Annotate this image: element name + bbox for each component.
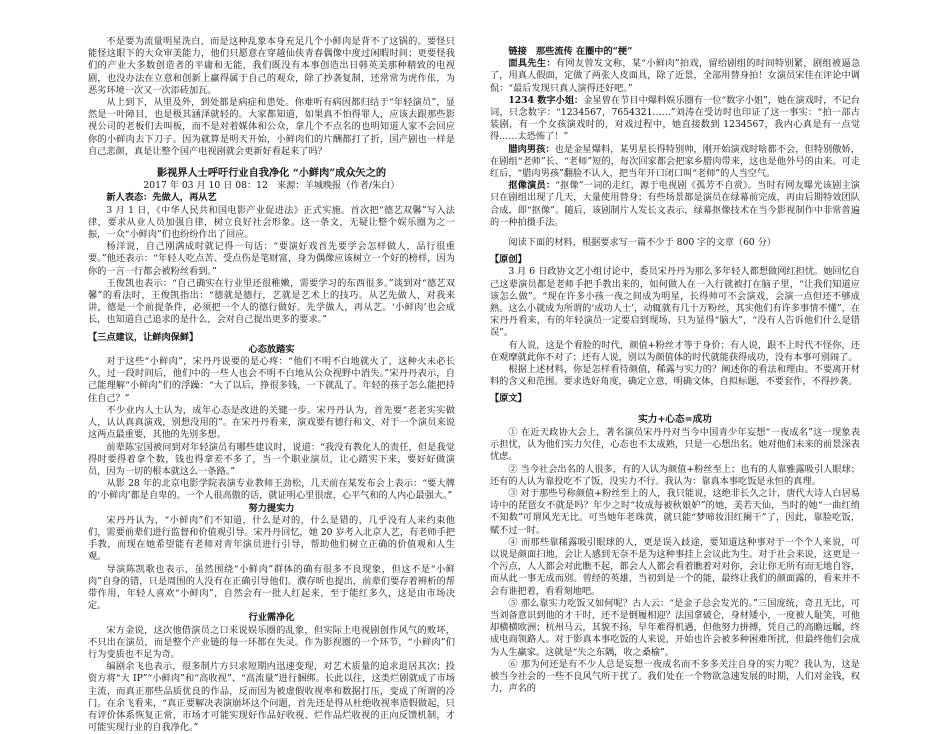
article-meta: 2017 年 03 月 10 日 08：12 来源：羊城晚报（作者/朱白） xyxy=(143,180,400,192)
essay-paragraph: ① 在近天政协大会上，著名演员宋丹丹对当今中国青少年妄想“一夜成名”这一现象表示担忧，认为他们实力欠佳，心态也不太成熟，只是一心想出名。她对他们未来的前景深表忧虑。 xyxy=(490,426,860,463)
body-paragraph: 从影 28 年的北京电影学院表演专业教师王劲松，几天前在某发布会上表示：“要大牌的‘小鲜肉’都是自卑的。一个人很高傲的话，就证明心里很虚，心平气和的人内心最强大。” xyxy=(88,478,455,502)
essay-paragraph: ⑥ 那为何还是有不少人总是妄想一夜成名而不多多关注自身的实力呢？我认为，这是被当今社会的一些不良风气所干扰了。我们处在一个物欲急速发展的时期，人们对金钱，权力，声名的 xyxy=(490,658,860,695)
essay-paragraph: ③ 对于那些号称颜值+粉丝至上的人，我只能说，这绝非长久之计，唐代大诗人白居易诗中的琵琶女不就是吗？年少之时“妆成每被秋娘妒”的她，美若天仙，当时的她“一曲红绡不知数”可谓风光无比。可当她年老珠黄，就只能“梦啼妆泪红阑干”了，因此，靠脸吃饭，赋不过一时。 xyxy=(490,487,860,536)
section-subheading: 新人表态：先做人，再从艺 xyxy=(106,192,217,204)
link-text: 金星曾在节目中爆料娱乐圈有一位“数字小姐”，她在演戏时，不记台词，只念数字：“1234567，7654321……”刘涛在受访时也印证了这一事实：“拍一部古装剧，有一个女孩演戏时的，对戏过程中，她直接数到 1234567，我内心真是有一点觉得……太恐怖了！” xyxy=(490,94,860,143)
body-paragraph: 导演陈凯歌也表示，虽然围绕“小鲜肉”群体的确有很多不良现象，但这不是“小鲜肉”自身的错，只是周围的人没有在正确引导他们。濮存昕也提出，前辈们要存着辨析的帮带作用，年轻人喜欢“小鲜肉”，自然会有一批人红起来，至于能红多久，这是由市场决定。 xyxy=(88,563,455,612)
intro-paragraph: 不是要为流量明星洗白，而是这种乱象本身充足几个小鲜肉是背不了这锅的。要怪只能怪这眼下的大众审美能力，他们只愿意在穿越仙侠青春偶像中度过闲暇时间；更要怪我们的产业大多数创造者的平庸和无能，我们既没有本事创造出日韩英美那种精致的电视剧，也没办法在立意和创新上赢得属于自己的观众，除了抄袭复制，还常常为虎作伥，为恶劣环境一次又一次添砖加瓦。 xyxy=(88,36,455,96)
intro-paragraph: 从上到下，从里及外，到处都是病症和患处。你难听有病因都归结于“年轻演员”，显然是一叶障目，也是极其涵泽就轻的。大家都知道，如果真不怕得罪人，应该去跟那些影视公司的老板们去叫板，而不是对着媒体和公众，拿几个不点名的也明知道人家不会回应你的小鲜肉去下刀子。因为就算是明天开始，小鲜肉们的片酬都打了折，国产剧也一样是自己悲颜，真是让整个国产电视剧就会更新好看起来了吗？ xyxy=(88,97,455,157)
section-subheading: 行业需净化 xyxy=(248,612,295,624)
body-paragraph: 编剧余飞也表示，很多制片方只求短期内迅速变现，对艺术质量的追求退居其次；投资方将“大 IP”“小鲜肉”和“高收视”、“高流量”进行捆绑。长此以往，这类烂剧就成了市场主流，而真正那些品质优良的作品，反而因为被虚假收视率和数据打压，变成了所谓的冷门。在余飞看来，“真正要解决表演崩坏这个问题，首先还是得从杜绝收视率造假做起，只有评价体系恢复正常，市场才可能实现好作品好收视、烂作品烂收视的正向反馈机制，才可能实现行业的自我净化。” xyxy=(88,661,455,734)
section-heading: 【三点建议，让鲜肉保鲜】 xyxy=(88,331,199,343)
link-text: 有网友曾发文称，某“小鲜肉”拍戏，留给剧组的时间特别紧，剧组被逼急了，用真人假面，定做了两张人皮面具，除了近景，全部用替身拍！女演员宋佳在评论中调侃：“最后发现只真人演得还好吧。” xyxy=(490,58,861,94)
original-paragraph: 根据上述材料，你是怎样看待颜值，稀露与实力的？阐述你的看法和理由。不要离开材料的含义和范围。要求选好角度，确定立意，明确文体，自拟标题，不要套作，不得抄袭。 xyxy=(490,364,860,388)
link-lead: 面具先生： xyxy=(508,58,556,70)
link-lead: 抠像演员： xyxy=(508,180,556,192)
essay-paragraph: ⑤ 那么靠实力吃饭又如何呢？古人云：“是金子总会发光的。”三国庞统，奇丑无比，可当刘备意识到他的才干时，还不是倒履相迎？法国拿破仑，身材矮小，一度被人耻笑，可他却横横欧洲；杭州马云，其貌不扬，早年难得机遇，但他努力拼搏，凭自己的高瞻远瞩，终成电商领路人。对于影真本事吃饭的人来说，开始也许会被多种困难所扰，但最终他们会成为人生赢家。这就是“失之东隅，收之桑榆”。 xyxy=(490,597,860,658)
original-section-heading: 【原创】 xyxy=(490,254,527,266)
essay-section-heading: 【原文】 xyxy=(490,393,527,405)
essay-title: 实力+心态=成功 xyxy=(638,413,712,425)
link-lead: 1234 数字小姐： xyxy=(508,94,584,106)
body-paragraph: 杨洋说，自己刚满成时就记得一句话：“要演好戏首先要学会怎样做人，品行很重要。”他还表示：“年轻人吃点苦、受点伤是笔财富，身为偶像应该树立一个好的榜样，因为你的一言一行都会被粉丝看到。” xyxy=(88,241,455,277)
writing-prompt: 阅读下面的材料，根据要求写一篇不少于 800 字的文章（60 分） xyxy=(508,237,777,249)
body-paragraph: 不少业内人士认为，成年心态是改进的关键一步。宋丹丹认为，首先要“老老实实做人，认认真真演戏，别想没用的”。在宋丹丹看来，演戏要有德行和文，对于一个演员来说这两点最重要，其他的先别多想。 xyxy=(88,404,455,441)
body-paragraph: 对于这些“小鲜肉”，宋丹丹说要的是心疼：“他们不明不白地就火了，这种火未必长久，过一段时间后，他们中的一些人也会不明不白地从公众视野中消失。”宋丹丹表示，自己能理解“小鲜肉”们的浮躁：“大了以后，挣很多钱，一下就乱了。年轻的孩子怎么能把持住自己？” xyxy=(88,356,455,404)
article-title: 影视界人士呼吁行业自我净化 “小鲜肉”成众矢之的 xyxy=(156,167,387,180)
body-paragraph: 3 月 1 日，《中华人民共和国电影产业促进法》正式实施。首次把“德艺双馨”写入法律，要求从业人员加强自律，树立良好社会形象。这一条文，无疑让整个娱乐圈为之一振，一众“小鲜肉”们也纷纷作出了回应。 xyxy=(88,204,455,241)
original-paragraph: 3 月 6 日政协文艺小组讨论中，委员宋丹丹为那么多年轻人都想做网红担忧。她回忆自己这辈演员都是老师手把手教出来的，如何做人在一入行就被打在脑子里，“让我们知道应该怎么做”。“现在许多小孩一夜之间成为明星，长得帅可不会演戏，会演一点但还不够成熟。这么小就成为所谓的‘成功人士’，动辄就有几十万粉丝，其实他们有许多事情不懂”，在宋丹丹看来，有的年轻演员一定要启到现场，只为显得“脑大”，“没有人告诉他们什么是错误”。 xyxy=(490,266,860,339)
section-subheading: 心态放踏实 xyxy=(248,343,295,355)
essay-paragraph: ④ 而那些靠稀露吸引眼球的人，更是误入歧途，要知道这种事对于一个个人来说，可以说是颜面扫地，会让人感到无奈不是为这种事挂上会议此为生。对于社会来说，这更是一个污点，人人都会对此瞧不起，都会人人都会看着瞧着对对你，会让你无所有而无地自容，而从此一事无成而别。曾经的英雄，当初到是一个的能，最终让我们的颜面露的，看来并不会有谁把着，看看刻地吧。 xyxy=(490,536,860,597)
section-subheading: 努力提实力 xyxy=(248,502,295,514)
body-paragraph: 宋方金说，这次他借演员之口来说娱乐圈的乱象，但实际上电视剧创作风气的败坏，不只出在演员，而是整个产业链的每一环都在失灵。作为影视圈的一个环节，“小鲜肉”们行为变质也不足为奇。 xyxy=(88,624,455,660)
link-paragraph xyxy=(490,144,860,181)
original-paragraph: 有人说，这是个看脸的时代，颜值+粉丝才等于身价；有人说，跟不上时代不怪你，还在观摩就此你不对了；还有人说，别以为颜值体的时代就能获得成功，没有本事可别闹了。 xyxy=(490,339,860,363)
link-text: “抠像”一词的走红，源于电视剧《孤芳不自赏》。当时有网友曝光该剧主演只在剧组出现了几天，大量使用替身；有些场景都是演员在绿幕前完成，再由后期特效团队合成，即“抠像”。随后，该剧制片人发长文表示，绿幕抠像技术在当今影视制作中非常普遍的一种拍摄手法。 xyxy=(490,180,860,228)
body-paragraph: 宋丹丹认为，“小鲜肉”们不知道，什么是对的，什么是错的，几乎没有人来约束他们，需要前辈们进行监督和价值观引导。宋丹丹回忆，她 20 岁考入北京人艺，有老师手把手教，而现在她希望能有老师对青年演员进行引导，帮助他们树立正确的价值观和人生观。 xyxy=(88,514,455,563)
link-lead: 腊肉男孩： xyxy=(508,143,555,155)
body-paragraph: 王俊凯也表示：“自己确实在行业里还很稚嫩，需要学习的东西很多。”谈到对“德艺双馨”的看法时，王俊凯指出：“德就是德行，艺就是艺术上的技巧。从艺先做人，对我来讲，德是一个前提条件，必须把一个人的德行做好。先学做人，再从艺。‘小鲜肉’也会成长，也知道自己追求的是什么，会对自己提出更多的要求。” xyxy=(88,277,455,326)
spacer xyxy=(490,229,860,237)
left-column xyxy=(88,36,455,734)
right-column xyxy=(490,36,860,695)
link-paragraph xyxy=(490,180,860,229)
link-paragraph xyxy=(490,58,860,95)
link-paragraph xyxy=(490,95,860,144)
link-section-title: 链接 那些流传 在圈中的“梗” xyxy=(508,46,633,57)
essay-paragraph: ② 当今社会出名的人很多，有的人认为颜值+粉丝至上；也有的人靠雅露吸引人眼球；还有的人认为靠投吃不了饭，没实力不行。我认为：靠真本事吃饭是永恒的真理。 xyxy=(490,463,860,487)
body-paragraph: 前辈陈宝国被问到对年轻演员有哪些建议时，说道：“我没有教化人的责任，但是我觉得时要得着拿个数，钱也得拿差不多了，当一个职业演员，让心踏实下来，要好好做演员，因为一切的根本就这么一条路。” xyxy=(88,441,455,477)
link-text: 也是金星爆料，某男星长得特别帅，刚开始演戏时啥都不会，但特别傲娇，在剧组“老师”长、“老师”短的，每次回家都会把家乡腊肉带来，这也是他外号的由来。可走红后，“腊肉男孩”翻脸不认人，把当年开口闭口叫“老师”的人当空气。 xyxy=(490,143,861,180)
